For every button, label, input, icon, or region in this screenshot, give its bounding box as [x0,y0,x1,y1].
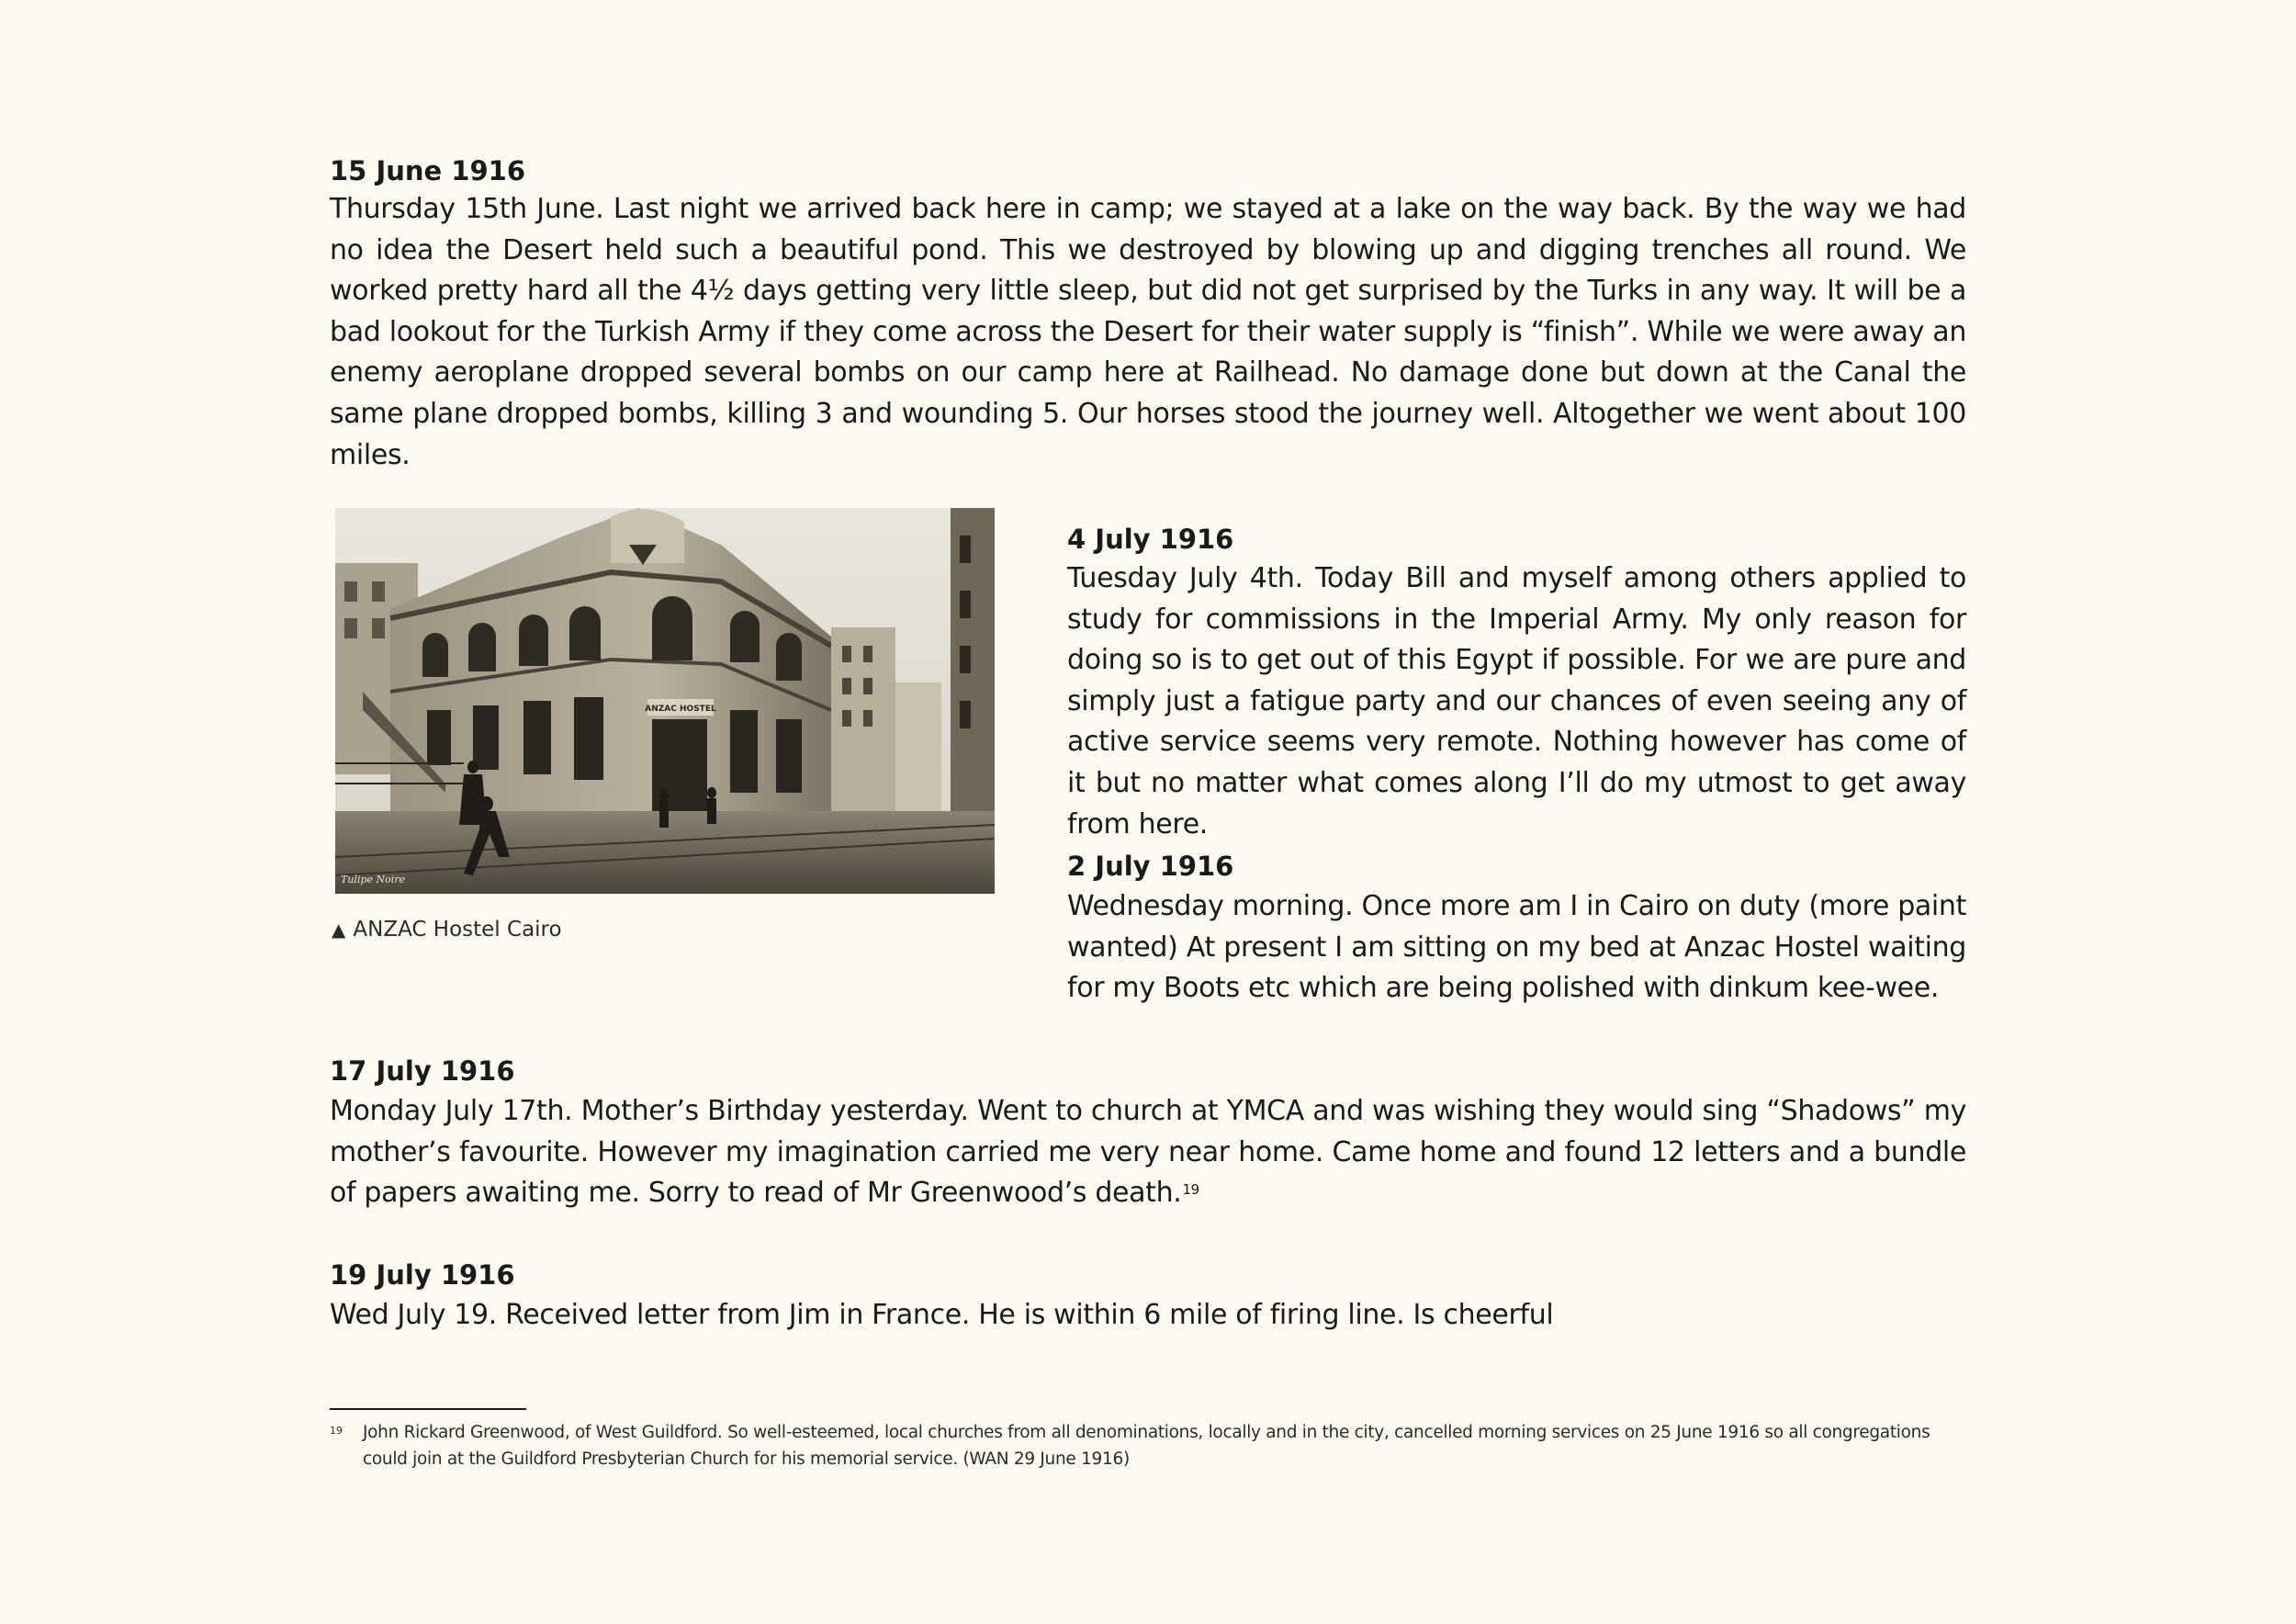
anzac-hostel-photo [335,508,995,894]
entry-text-17-july [330,1091,1966,1214]
entry-date-17-july: 17 July 1916 [330,1055,515,1087]
entry-date-19-july: 19 July 1916 [330,1259,515,1291]
entry-text-4-july: Tuesday July 4th. Today Bill and myself among others applied to study for commissions in the Imperial Army. My only reason for doing so is to get out of this Egypt if possible. For we are pure and simply just a fatigue party and our chances of even seeing any of active service seems very remote. Nothing however has come of it but no matter what comes along I’ll do my utmost to get away from here. [1067,562,1966,840]
caption-text: ANZAC Hostel Cairo [353,918,562,942]
entry-text-2-july: Wednesday morning. Once more am I in Cairo on duty (more paint wanted) At present I am sitting on my bed at Anzac Hostel waiting for my Boots etc which are being polished with dinkum kee-wee. [1067,890,1966,1005]
hostel-sign: ANZAC HOSTEL [645,705,716,714]
entry-date-2-july: 2 July 1916 [1067,851,1234,882]
photo-caption [332,916,562,943]
entry-text-19-july: Wed July 19. Received letter from Jim in France. He is within 6 mile of firing line. Is cheerful [330,1299,1554,1331]
caption-triangle-icon: ▲ [332,919,346,941]
footnote-text: John Rickard Greenwood, of West Guildford. So well-esteemed, local churches from all denominations, locally and in the city, cancelled morning services on 25 June 1916 so all congregations could join at the Guildford Presbyterian Church for his memorial service. (WAN 29 June 1916) [363,1423,1930,1469]
footnote [330,1419,1964,1472]
footnote-number: 19 [330,1425,343,1437]
footnote-divider [330,1408,526,1410]
entry-date-4-july: 4 July 1916 [1067,524,1234,555]
entry-date-15-june: 15 June 1916 [330,155,526,186]
footnote-reference[interactable]: 19 [1182,1181,1199,1199]
entry-text-17-july-body: Monday July 17th. Mother’s Birthday yesterday. Went to church at YMCA and was wishing they would sing “Shadows” my mother’s favourite. However my imagination carried me very near home. Came home and found 12 letters and a bundle of papers awaiting me. Sorry to read of Mr Greenwood’s death. [330,1095,1966,1210]
photographer-mark: Tulipe Noire [341,874,406,885]
entry-text-15-june: Thursday 15th June. Last night we arrived back here in camp; we stayed at a lake on the way back. By the way we had no idea the Desert held such a beautiful pond. This we destroyed by blowing up and digging trenches all round. We worked pretty hard all the 4½ days getting very little sleep, but did not get surprised by the Turks in any way. It will be a bad lookout for the Turkish Army if they come across the Desert for their water supply is “finish”. While we were away an enemy aeroplane dropped several bombs on our camp here at Railhead. No damage done but down at the Canal the same plane dropped bombs, killing 3 and wounding 5. Our horses stood the journey well. Altogether we went about 100 miles. [330,193,1966,471]
